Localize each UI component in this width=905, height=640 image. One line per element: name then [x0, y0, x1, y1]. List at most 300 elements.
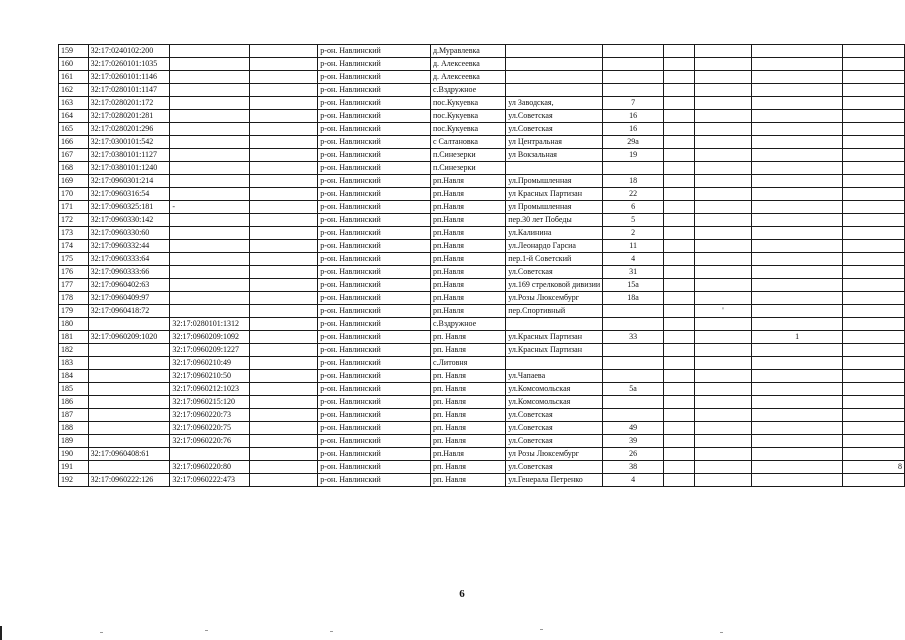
row-number: 185	[59, 383, 89, 396]
street-cell: ул.Советская	[506, 461, 603, 474]
cadastral-number: 32:17:0380101:1240	[88, 162, 170, 175]
extra-cell-1	[663, 292, 694, 305]
extra-cell-2	[695, 188, 752, 201]
extra-cell-1	[663, 97, 694, 110]
row-number: 165	[59, 123, 89, 136]
extra-cell-3	[751, 240, 843, 253]
row-number: 161	[59, 71, 89, 84]
row-number: 178	[59, 292, 89, 305]
district-cell: р-он. Навлинский	[318, 279, 431, 292]
extra-cell-1	[663, 188, 694, 201]
extra-cell-3	[751, 435, 843, 448]
cadastral-number: 32:17:0260101:1146	[88, 71, 170, 84]
table-row	[59, 266, 905, 279]
house-number-cell	[603, 71, 664, 84]
blank-cell	[250, 435, 318, 448]
extra-cell-4	[843, 331, 905, 344]
settlement-cell: с.Вздружное	[430, 318, 505, 331]
settlement-cell: пос.Кукуевка	[430, 97, 505, 110]
house-number-cell: 16	[603, 123, 664, 136]
table-row	[59, 123, 905, 136]
extra-cell-3	[751, 383, 843, 396]
extra-cell-2	[695, 448, 752, 461]
cadastral-number-2	[170, 110, 250, 123]
cadastral-number-2	[170, 279, 250, 292]
blank-cell	[250, 370, 318, 383]
scan-speck	[720, 632, 723, 633]
street-cell	[506, 318, 603, 331]
cadastral-number-2	[170, 149, 250, 162]
row-number: 160	[59, 58, 89, 71]
table-body	[59, 45, 905, 487]
extra-cell-2	[695, 175, 752, 188]
cadastral-number-2: 32:17:0960222:473	[170, 474, 250, 487]
cadastral-number-2	[170, 227, 250, 240]
row-number: 187	[59, 409, 89, 422]
cadastral-number	[88, 422, 170, 435]
settlement-cell: д. Алексеевка	[430, 71, 505, 84]
house-number-cell	[603, 357, 664, 370]
blank-cell	[250, 331, 318, 344]
district-cell: р-он. Навлинский	[318, 344, 431, 357]
table-row	[59, 188, 905, 201]
extra-cell-4	[843, 253, 905, 266]
row-number: 188	[59, 422, 89, 435]
extra-cell-1	[663, 435, 694, 448]
cadastral-number	[88, 318, 170, 331]
extra-cell-2	[695, 45, 752, 58]
extra-cell-3	[751, 97, 843, 110]
scan-speck	[330, 631, 333, 632]
cadastral-number-2: 32:17:0280101:1312	[170, 318, 250, 331]
cadastral-number-2	[170, 97, 250, 110]
street-cell	[506, 162, 603, 175]
settlement-cell: д. Алексеевка	[430, 58, 505, 71]
cadastral-number: 32:17:0960402:63	[88, 279, 170, 292]
cadastral-number	[88, 409, 170, 422]
extra-cell-4	[843, 188, 905, 201]
cadastral-number: 32:17:0960418:72	[88, 305, 170, 318]
district-cell: р-он. Навлинский	[318, 253, 431, 266]
extra-cell-3	[751, 357, 843, 370]
cadastral-number-2: 32:17:0960209:1092	[170, 331, 250, 344]
extra-cell-1	[663, 149, 694, 162]
house-number-cell: 5	[603, 214, 664, 227]
table-row	[59, 97, 905, 110]
cadastral-number-2	[170, 253, 250, 266]
street-cell: ул Вокзальная	[506, 149, 603, 162]
extra-cell-1	[663, 227, 694, 240]
blank-cell	[250, 422, 318, 435]
cadastral-number-2: 32:17:0960220:75	[170, 422, 250, 435]
blank-cell	[250, 396, 318, 409]
table-row	[59, 409, 905, 422]
extra-cell-3	[751, 409, 843, 422]
blank-cell	[250, 71, 318, 84]
extra-cell-1	[663, 344, 694, 357]
house-number-cell	[603, 45, 664, 58]
extra-cell-4	[843, 110, 905, 123]
row-number: 180	[59, 318, 89, 331]
table-row	[59, 253, 905, 266]
extra-cell-2	[695, 422, 752, 435]
extra-cell-1	[663, 266, 694, 279]
street-cell: ул.Комсомольская	[506, 383, 603, 396]
blank-cell	[250, 188, 318, 201]
extra-cell-4	[843, 422, 905, 435]
cadastral-number-2: -	[170, 201, 250, 214]
blank-cell	[250, 318, 318, 331]
row-number: 175	[59, 253, 89, 266]
settlement-cell: рп. Навля	[430, 383, 505, 396]
extra-cell-2	[695, 396, 752, 409]
row-number: 164	[59, 110, 89, 123]
cadastral-number	[88, 344, 170, 357]
street-cell: пер.1-й Советский	[506, 253, 603, 266]
extra-cell-3	[751, 318, 843, 331]
table-row	[59, 305, 905, 318]
extra-cell-4	[843, 279, 905, 292]
extra-cell-2	[695, 435, 752, 448]
extra-cell-4	[843, 227, 905, 240]
settlement-cell: рп.Навля	[430, 227, 505, 240]
row-number: 184	[59, 370, 89, 383]
blank-cell	[250, 253, 318, 266]
district-cell: р-он. Навлинский	[318, 448, 431, 461]
extra-cell-1	[663, 110, 694, 123]
table-row	[59, 136, 905, 149]
cadastral-number: 32:17:0280201:172	[88, 97, 170, 110]
street-cell: ул.Красных Партизан	[506, 331, 603, 344]
settlement-cell: рп.Навля	[430, 240, 505, 253]
settlement-cell: рп.Навля	[430, 305, 505, 318]
district-cell: р-он. Навлинский	[318, 461, 431, 474]
extra-cell-2	[695, 370, 752, 383]
extra-cell-1	[663, 136, 694, 149]
house-number-cell: 7	[603, 97, 664, 110]
settlement-cell: рп. Навля	[430, 474, 505, 487]
house-number-cell: 39	[603, 435, 664, 448]
extra-cell-3	[751, 71, 843, 84]
street-cell: ул.Красных Партизан	[506, 344, 603, 357]
house-number-cell: 19	[603, 149, 664, 162]
extra-cell-2	[695, 136, 752, 149]
row-number: 190	[59, 448, 89, 461]
settlement-cell: рп. Навля	[430, 396, 505, 409]
table-row	[59, 227, 905, 240]
blank-cell	[250, 383, 318, 396]
table-row	[59, 396, 905, 409]
cadastral-number	[88, 396, 170, 409]
cadastral-number-2	[170, 84, 250, 97]
district-cell: р-он. Навлинский	[318, 214, 431, 227]
row-number: 181	[59, 331, 89, 344]
street-cell: ул.Комсомольская	[506, 396, 603, 409]
extra-cell-2	[695, 110, 752, 123]
district-cell: р-он. Навлинский	[318, 422, 431, 435]
extra-cell-3	[751, 201, 843, 214]
extra-cell-4	[843, 58, 905, 71]
extra-cell-3: 1	[751, 331, 843, 344]
extra-cell-3	[751, 448, 843, 461]
house-number-cell	[603, 396, 664, 409]
blank-cell	[250, 292, 318, 305]
street-cell: ул.Советская	[506, 266, 603, 279]
cadastral-number-2	[170, 136, 250, 149]
settlement-cell: рп. Навля	[430, 344, 505, 357]
extra-cell-4	[843, 123, 905, 136]
street-cell: ул.Генерала Петренко	[506, 474, 603, 487]
cadastral-number: 32:17:0260101:1035	[88, 58, 170, 71]
extra-cell-2	[695, 292, 752, 305]
cadastral-number: 32:17:0960332:44	[88, 240, 170, 253]
district-cell: р-он. Навлинский	[318, 227, 431, 240]
district-cell: р-он. Навлинский	[318, 201, 431, 214]
house-number-cell: 16	[603, 110, 664, 123]
table-row	[59, 58, 905, 71]
extra-cell-3	[751, 110, 843, 123]
extra-cell-4	[843, 396, 905, 409]
district-cell: р-он. Навлинский	[318, 305, 431, 318]
extra-cell-3	[751, 474, 843, 487]
cadastral-number: 32:17:0960408:61	[88, 448, 170, 461]
district-cell: р-он. Навлинский	[318, 435, 431, 448]
row-number: 183	[59, 357, 89, 370]
cadastral-number: 32:17:0960333:64	[88, 253, 170, 266]
settlement-cell: рп.Навля	[430, 188, 505, 201]
extra-cell-3	[751, 214, 843, 227]
blank-cell	[250, 357, 318, 370]
extra-cell-4	[843, 383, 905, 396]
settlement-cell: рп.Навля	[430, 448, 505, 461]
extra-cell-3	[751, 266, 843, 279]
cadastral-number-2	[170, 188, 250, 201]
extra-cell-1	[663, 71, 694, 84]
house-number-cell: 22	[603, 188, 664, 201]
extra-cell-3	[751, 396, 843, 409]
district-cell: р-он. Навлинский	[318, 162, 431, 175]
district-cell: р-он. Навлинский	[318, 84, 431, 97]
settlement-cell: рп. Навля	[430, 370, 505, 383]
street-cell: пер.Спортивный	[506, 305, 603, 318]
street-cell	[506, 84, 603, 97]
house-number-cell	[603, 84, 664, 97]
extra-cell-4	[843, 266, 905, 279]
district-cell: р-он. Навлинский	[318, 175, 431, 188]
house-number-cell: 38	[603, 461, 664, 474]
settlement-cell: п.Синезерки	[430, 149, 505, 162]
extra-cell-1	[663, 175, 694, 188]
street-cell: ул.169 стрелковой дивизии	[506, 279, 603, 292]
cadastral-number-2	[170, 162, 250, 175]
blank-cell	[250, 227, 318, 240]
house-number-cell: 11	[603, 240, 664, 253]
extra-cell-1	[663, 370, 694, 383]
street-cell	[506, 357, 603, 370]
street-cell: ул Красных Партизан	[506, 188, 603, 201]
row-number: 163	[59, 97, 89, 110]
blank-cell	[250, 110, 318, 123]
extra-cell-4	[843, 136, 905, 149]
house-number-cell: 18	[603, 175, 664, 188]
blank-cell	[250, 58, 318, 71]
house-number-cell	[603, 162, 664, 175]
row-number: 170	[59, 188, 89, 201]
row-number: 159	[59, 45, 89, 58]
extra-cell-4	[843, 318, 905, 331]
extra-cell-3	[751, 162, 843, 175]
extra-cell-3	[751, 305, 843, 318]
extra-cell-1	[663, 305, 694, 318]
district-cell: р-он. Навлинский	[318, 58, 431, 71]
table-row	[59, 344, 905, 357]
row-number: 174	[59, 240, 89, 253]
settlement-cell: с.Вздружное	[430, 84, 505, 97]
extra-cell-1	[663, 253, 694, 266]
extra-cell-3	[751, 149, 843, 162]
extra-cell-2	[695, 318, 752, 331]
cadastral-number: 32:17:0300101:542	[88, 136, 170, 149]
table-row	[59, 357, 905, 370]
row-number: 169	[59, 175, 89, 188]
blank-cell	[250, 149, 318, 162]
extra-cell-3	[751, 123, 843, 136]
extra-cell-4	[843, 292, 905, 305]
extra-cell-2	[695, 331, 752, 344]
street-cell	[506, 71, 603, 84]
cadastral-number-2	[170, 448, 250, 461]
settlement-cell: рп. Навля	[430, 422, 505, 435]
extra-cell-4	[843, 240, 905, 253]
extra-cell-4	[843, 84, 905, 97]
settlement-cell: рп.Навля	[430, 266, 505, 279]
extra-cell-4	[843, 97, 905, 110]
street-cell: ул.Калинина	[506, 227, 603, 240]
row-number: 162	[59, 84, 89, 97]
blank-cell	[250, 344, 318, 357]
district-cell: р-он. Навлинский	[318, 149, 431, 162]
district-cell: р-он. Навлинский	[318, 474, 431, 487]
extra-cell-1	[663, 58, 694, 71]
table-row	[59, 45, 905, 58]
row-number: 192	[59, 474, 89, 487]
extra-cell-2	[695, 97, 752, 110]
extra-cell-3	[751, 292, 843, 305]
house-number-cell	[603, 409, 664, 422]
cadastral-number-2	[170, 123, 250, 136]
cadastral-number: 32:17:0280101:1147	[88, 84, 170, 97]
row-number: 166	[59, 136, 89, 149]
row-number: 186	[59, 396, 89, 409]
scan-speck	[205, 630, 208, 631]
cadastral-number-2	[170, 58, 250, 71]
district-cell: р-он. Навлинский	[318, 357, 431, 370]
blank-cell	[250, 474, 318, 487]
settlement-cell: д.Муравлевка	[430, 45, 505, 58]
extra-cell-4	[843, 344, 905, 357]
extra-cell-3	[751, 370, 843, 383]
extra-cell-2	[695, 71, 752, 84]
extra-cell-3	[751, 58, 843, 71]
blank-cell	[250, 136, 318, 149]
blank-cell	[250, 123, 318, 136]
settlement-cell: рп. Навля	[430, 409, 505, 422]
settlement-cell: рп.Навля	[430, 214, 505, 227]
extra-cell-4	[843, 214, 905, 227]
cadastral-number-2	[170, 45, 250, 58]
settlement-cell: рп.Навля	[430, 253, 505, 266]
settlement-cell: рп. Навля	[430, 461, 505, 474]
extra-cell-4	[843, 149, 905, 162]
cadastral-number: 32:17:0960301:214	[88, 175, 170, 188]
cadastral-number: 32:17:0960316:54	[88, 188, 170, 201]
district-cell: р-он. Навлинский	[318, 396, 431, 409]
table-row	[59, 435, 905, 448]
blank-cell	[250, 409, 318, 422]
street-cell: ул.Промышленная	[506, 175, 603, 188]
extra-cell-2	[695, 357, 752, 370]
cadastral-number-2: 32:17:0960212:1023	[170, 383, 250, 396]
extra-cell-4: 8	[843, 461, 905, 474]
extra-cell-2	[695, 123, 752, 136]
cadastral-number-2	[170, 214, 250, 227]
register-table	[58, 44, 905, 487]
cadastral-number-2	[170, 240, 250, 253]
settlement-cell: рп. Навля	[430, 331, 505, 344]
extra-cell-4	[843, 175, 905, 188]
house-number-cell: 29а	[603, 136, 664, 149]
extra-cell-3	[751, 175, 843, 188]
row-number: 191	[59, 461, 89, 474]
settlement-cell: пос.Кукуевка	[430, 123, 505, 136]
table-row	[59, 84, 905, 97]
house-number-cell: 5а	[603, 383, 664, 396]
settlement-cell: рп. Навля	[430, 435, 505, 448]
table-row	[59, 292, 905, 305]
district-cell: р-он. Навлинский	[318, 240, 431, 253]
extra-cell-3	[751, 344, 843, 357]
scan-edge-mark	[0, 626, 2, 640]
extra-cell-4	[843, 71, 905, 84]
district-cell: р-он. Навлинский	[318, 188, 431, 201]
scan-speck	[100, 632, 103, 633]
cadastral-number-2	[170, 305, 250, 318]
blank-cell	[250, 266, 318, 279]
extra-cell-3	[751, 136, 843, 149]
cadastral-number-2: 32:17:0960209:1227	[170, 344, 250, 357]
extra-cell-1	[663, 422, 694, 435]
street-cell: ул.Советская	[506, 422, 603, 435]
table-row	[59, 240, 905, 253]
cadastral-number: 32:17:0960333:66	[88, 266, 170, 279]
extra-cell-2	[695, 266, 752, 279]
extra-cell-2	[695, 474, 752, 487]
cadastral-number-2: 32:17:0960220:80	[170, 461, 250, 474]
row-number: 172	[59, 214, 89, 227]
district-cell: р-он. Навлинский	[318, 110, 431, 123]
house-number-cell: 26	[603, 448, 664, 461]
extra-cell-1	[663, 279, 694, 292]
extra-cell-4	[843, 201, 905, 214]
house-number-cell	[603, 344, 664, 357]
house-number-cell: 31	[603, 266, 664, 279]
house-number-cell: 2	[603, 227, 664, 240]
street-cell: ул.Советская	[506, 110, 603, 123]
cadastral-number: 32:17:0960209:1020	[88, 331, 170, 344]
house-number-cell: 49	[603, 422, 664, 435]
settlement-cell: с.Литовня	[430, 357, 505, 370]
cadastral-number: 32:17:0280201:296	[88, 123, 170, 136]
